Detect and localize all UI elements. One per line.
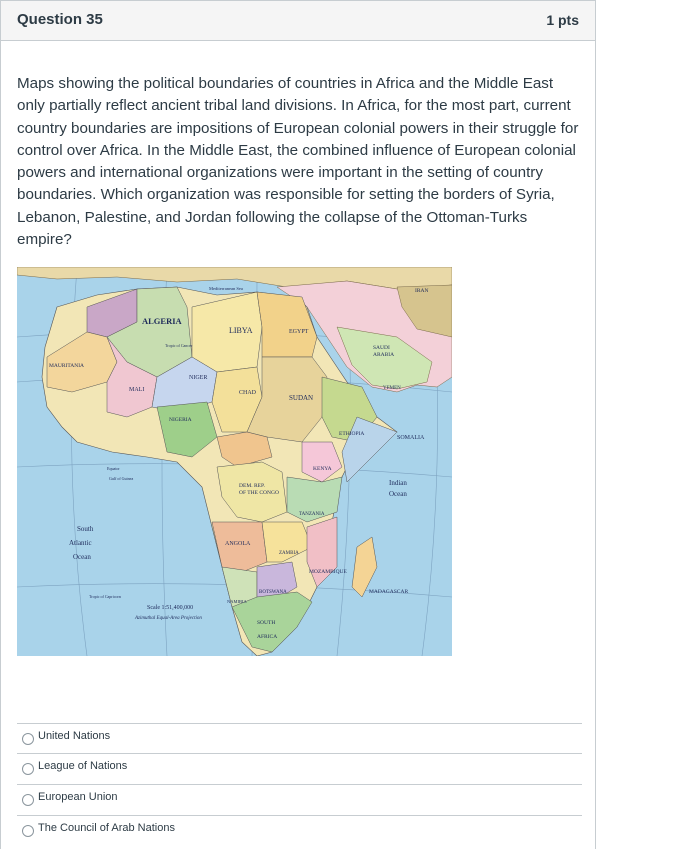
map-label-niger: NIGER — [189, 375, 208, 381]
answer-label[interactable]: European Union — [38, 791, 118, 803]
map-label-iran: IRAN — [415, 288, 429, 294]
question-title: Question 35 — [17, 11, 103, 28]
map-label-mediterranean: Mediterranean Sea — [209, 286, 243, 291]
map-label-yemen: YEMEN — [383, 386, 401, 391]
map-label-africa: AFRICA — [257, 634, 278, 640]
map-label-egypt: EGYPT — [289, 329, 309, 335]
answer-option[interactable] — [17, 815, 582, 846]
map-label-arabia: ARABIA — [373, 352, 395, 358]
map-label-ethiopia: ETHIOPIA — [339, 431, 365, 437]
map-label-kenya: KENYA — [313, 466, 332, 472]
map-label-libya: LIBYA — [229, 326, 253, 335]
map-label-sudan: SUDAN — [289, 394, 314, 402]
map-scale: Scale 1:51,400,000 — [147, 605, 194, 611]
answer-label[interactable]: League of Nations — [38, 760, 128, 772]
map-label-saudi: SAUDI — [373, 345, 390, 351]
radio-button[interactable] — [22, 794, 34, 806]
answer-option[interactable] — [17, 753, 582, 784]
map-label-mali: MALI — [129, 387, 145, 393]
question-header — [1, 1, 595, 41]
radio-button[interactable] — [22, 733, 34, 745]
map-label-somalia: SOMALIA — [397, 435, 425, 441]
map-label-mauritania: MAURITANIA — [49, 363, 85, 369]
radio-button[interactable] — [22, 825, 34, 837]
answer-option[interactable] — [17, 784, 582, 815]
map-label-south: SOUTH — [257, 620, 276, 626]
map-label-zambia: ZAMBIA — [279, 551, 299, 556]
map-label-south-atlantic-2: Atlantic — [69, 539, 92, 547]
map-label-tropic-capricorn: Tropic of Capricorn — [89, 594, 121, 599]
map-label-dem-rep: DEM. REP. — [239, 483, 265, 489]
map-label-of-the-congo: OF THE CONGO — [239, 490, 279, 496]
map-label-botswana: BOTSWANA — [259, 590, 287, 595]
map-label-south-atlantic-1: South — [77, 525, 94, 533]
map-label-tropic-cancer: Tropic of Cancer — [165, 343, 193, 348]
map-label-namibia: NAMIBIA — [227, 599, 247, 604]
map-label-angola: ANGOLA — [225, 541, 251, 547]
answer-label[interactable]: United Nations — [38, 730, 111, 742]
answer-list — [17, 723, 582, 846]
answer-option[interactable] — [17, 723, 582, 753]
map-label-indian-2: Ocean — [389, 490, 407, 498]
map-label-equator: Equator — [107, 466, 120, 471]
map-label-gulf-guinea: Gulf of Guinea — [109, 476, 134, 481]
africa-political-map — [17, 267, 452, 656]
map-label-south-atlantic-3: Ocean — [73, 553, 91, 561]
map-label-mozambique: MOZAMBIQUE — [309, 569, 347, 575]
map-label-madagascar: MADAGASCAR — [369, 589, 409, 595]
map-label-tanzania: TANZANIA — [299, 512, 325, 517]
map-label-indian-1: Indian — [389, 479, 407, 487]
map-label-chad: CHAD — [239, 390, 257, 396]
map-projection: Azimuthal Equal-Area Projection — [135, 616, 202, 621]
radio-button[interactable] — [22, 763, 34, 775]
answer-label[interactable]: The Council of Arab Nations — [38, 822, 175, 834]
question-points: 1 pts — [546, 12, 579, 28]
map-label-nigeria: NIGERIA — [169, 417, 192, 423]
question-text: Maps showing the political boundaries of countries in Africa and the Middle East only partially reflect ancient tribal land divisions. In Africa, for the most part, current country boundaries are impositions of European colonial powers in their struggle for control over Africa. In the Middle East, the combined influence of European colonial powers and international organizations were important in the setting of country boundaries. Which organization was responsible for setting the borders of Syria, Lebanon, Palestine, and Jordan following the collapse of the Ottoman-Turks empire? — [17, 75, 579, 249]
map-label-algeria: ALGERIA — [142, 316, 182, 326]
